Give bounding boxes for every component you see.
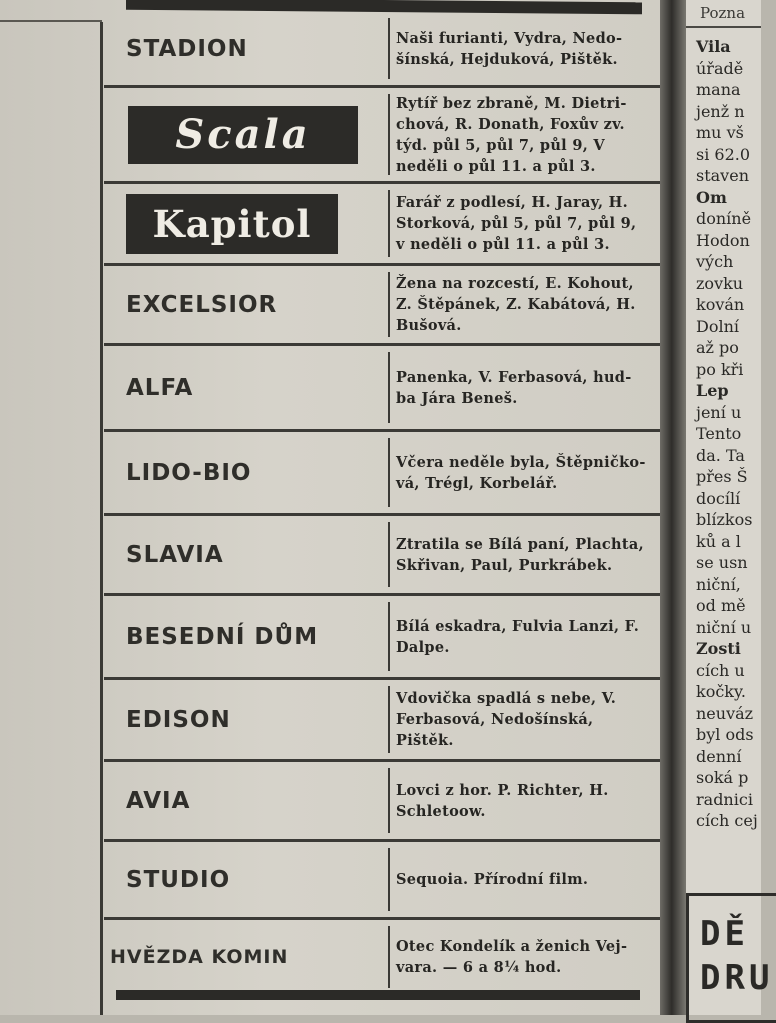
text-line: přes Š — [696, 467, 748, 486]
text-line: Dolní — [696, 316, 739, 336]
film-info: Otec Kondelík a ženich Vej- vara. — 6 a 8¼ hod. — [396, 938, 628, 976]
film-info: Bílá eskadra, Fulvia Lanzi, F. Dalpe. — [396, 617, 640, 656]
text-line: mana — [696, 80, 741, 99]
column-divider — [388, 438, 390, 507]
listing-row — [104, 842, 660, 920]
listing-row — [104, 12, 660, 88]
box-text-line: DRU — [700, 958, 774, 998]
cinema-name: STUDIO — [126, 866, 231, 893]
listing-row — [104, 680, 660, 762]
text-line: ků a l — [696, 531, 741, 551]
header-rule — [686, 26, 761, 28]
film-info: Farář z podlesí, H. Jaray, H. Storková, půl 5, půl 7, půl 9, v neděli o půl 11. a půl 3. — [396, 194, 637, 253]
kapitol-logo: Kapitol — [126, 194, 338, 254]
listing-row — [104, 516, 660, 596]
cinema-name: STADION — [126, 35, 248, 62]
film-info: Ztratila se Bílá paní, Plachta, Skřivan, Paul, Purkrábek. — [396, 535, 644, 574]
text-line: až po — [696, 338, 739, 357]
listing-row — [104, 346, 660, 432]
left-margin-rule — [0, 20, 102, 22]
adjacent-column-text — [696, 36, 758, 832]
page-fold-gutter — [660, 0, 686, 1015]
text-line: Lep — [696, 381, 729, 400]
scala-logo: Scala — [128, 106, 358, 164]
text-line: kován — [696, 295, 745, 314]
text-line: da. Ta — [696, 445, 745, 465]
text-line: doníně — [696, 209, 752, 228]
text-line: zovku — [696, 273, 744, 293]
cinema-name: LIDO-BIO — [126, 459, 252, 486]
column-divider — [388, 522, 390, 587]
column-divider — [388, 352, 390, 423]
text-line: cích cej — [696, 811, 758, 830]
cinema-name: SLAVIA — [126, 541, 224, 568]
text-line: Hodon — [696, 230, 750, 250]
advertisement-box-text — [700, 912, 773, 1000]
film-info: Žena na rozcestí, E. Kohout, Z. Štěpánek, Z. Kabátová, H. Bušová. — [396, 275, 636, 334]
text-line: po kři — [696, 359, 744, 379]
film-info: Naši furianti, Vydra, Nedo- šínská, Hejduková, Pištěk. — [396, 29, 623, 68]
text-line: Om — [696, 187, 727, 207]
text-line: jenž n — [696, 101, 745, 121]
column-divider — [388, 94, 390, 175]
text-line: denní — [696, 746, 742, 766]
text-line: vých — [696, 252, 734, 271]
cinema-name: HVĚZDA KOMIN — [110, 946, 289, 968]
listing-row — [104, 920, 660, 994]
column-divider — [388, 686, 390, 753]
film-info: Lovci z hor. P. Richter, H. Schletoow. — [396, 781, 609, 820]
cinema-name: AVIA — [126, 787, 191, 814]
film-info: Panenka, V. Ferbasová, hud- ba Jára Beneš. — [396, 368, 632, 407]
text-line: kočky. — [696, 682, 746, 701]
column-divider — [388, 848, 390, 911]
cinema-name: BESEDNÍ DŮM — [126, 623, 319, 650]
text-line: cích u — [696, 660, 745, 680]
left-column-rule — [100, 22, 103, 1015]
cinema-listings — [104, 12, 660, 994]
cinema-name: EXCELSIOR — [126, 291, 278, 318]
column-divider — [388, 272, 390, 337]
listing-row — [104, 762, 660, 842]
text-line: jení u — [696, 402, 742, 422]
listing-row — [104, 88, 660, 184]
film-info: Vdovička spadlá s nebe, V. Ferbasová, Nedošínská, Pištěk. — [396, 690, 617, 749]
bottom-border-bar — [116, 990, 640, 1000]
listing-row — [104, 184, 660, 266]
text-line: od mě — [696, 596, 746, 615]
column-divider — [388, 602, 390, 671]
text-line: neuváz — [696, 703, 754, 723]
film-info: Sequoia. Přírodní film. — [396, 871, 589, 888]
text-line: Vila — [696, 37, 731, 56]
cinema-name: ALFA — [126, 374, 194, 401]
film-info: Rytíř bez zbraně, M. Dietri- chová, R. Donath, Foxův zv. týd. půl 5, půl 7, půl 9, V neděli o půl 11. a půl 3. — [396, 94, 627, 175]
listing-row — [104, 266, 660, 346]
text-line: soká p — [696, 768, 749, 787]
text-line: úřadě — [696, 58, 744, 78]
text-line: Tento — [696, 424, 742, 443]
listing-row — [104, 432, 660, 516]
column-divider — [388, 926, 390, 988]
cinema-name: EDISON — [126, 706, 231, 733]
column-divider — [388, 18, 390, 79]
text-line: byl ods — [696, 725, 754, 744]
adjacent-column-header: Pozna — [700, 4, 746, 22]
box-text-line: DĚ — [700, 914, 749, 954]
text-line: docílí — [696, 488, 741, 508]
text-line: si 62.0 — [696, 144, 751, 164]
text-line: staven — [696, 166, 749, 185]
text-line: blízkos — [696, 510, 753, 529]
text-line: niční, — [696, 574, 741, 594]
adjacent-column — [686, 0, 774, 1015]
column-divider — [388, 768, 390, 833]
film-info: Včera neděle byla, Štěpničko- vá, Trégl, Korbelář. — [396, 453, 646, 492]
text-line: niční u — [696, 617, 752, 637]
text-line: mu vš — [696, 123, 744, 142]
text-line: se usn — [696, 553, 748, 572]
column-divider — [388, 190, 390, 257]
text-line: radnici — [696, 789, 753, 809]
listing-row — [104, 596, 660, 680]
text-line: Zosti — [696, 639, 741, 658]
